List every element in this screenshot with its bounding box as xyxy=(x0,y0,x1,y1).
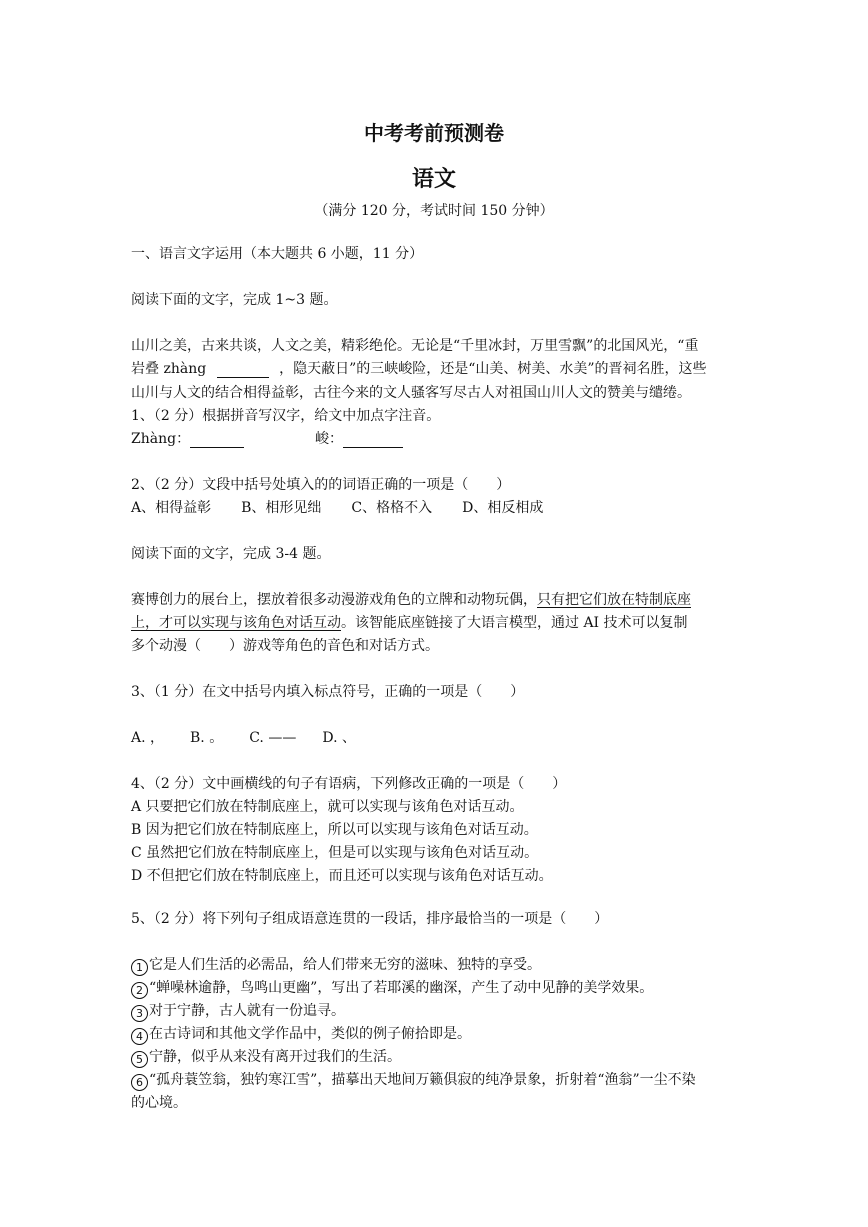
q5-item xyxy=(131,979,653,999)
passage-2-line-2-post: 。该智能底座链接了大语言模型，通过 AI 技术可以复制 xyxy=(341,615,688,631)
q2-option-a[interactable]: A、相得益彰 xyxy=(131,500,212,516)
passage-1-line-2-post: ，隐天蔽日”的三峡峻险，还是“山美、树美、水美”的晋祠名胜，这些 xyxy=(279,361,707,377)
circled-number-1: 1 xyxy=(131,959,148,976)
q1-stem: 1、（2 分）根据拼音写汉字，给文中加点字注音。 xyxy=(131,408,441,424)
reading-intro-1: 阅读下面的文字，完成 1~3 题。 xyxy=(131,292,338,308)
q4-option-c[interactable]: C 虽然把它们放在特制底座上，但是可以实现与该角色对话互动。 xyxy=(131,845,539,861)
underlined-sentence-part-2: 上，才可以实现与该角色对话互动 xyxy=(131,615,341,631)
q5-item-text: 宁静，似乎从来没有离开过我们的生活。 xyxy=(149,1049,401,1065)
q2-option-c[interactable]: C、格格不入 xyxy=(351,500,433,516)
q1-zhang-blank[interactable] xyxy=(190,433,244,448)
subject-title: 语文 xyxy=(411,167,456,192)
q5-item-text: 在古诗词和其他文学作品中，类似的例子俯拾即是。 xyxy=(149,1026,471,1042)
passage-2-line-1-pre: 赛博创力的展台上，摆放着很多动漫游戏角色的立牌和动物玩偶， xyxy=(131,592,537,608)
q2-option-d[interactable]: D、相反相成 xyxy=(462,500,544,516)
circled-number-4: 4 xyxy=(131,1028,148,1045)
q4-option-d[interactable]: D 不但把它们放在特制底座上，而且还可以实现与该角色对话互动。 xyxy=(131,868,553,884)
q5-item-text: 它是人们生活的必需品，给人们带来无穷的滋味、独特的享受。 xyxy=(149,957,541,973)
passage-2-line-2 xyxy=(131,614,688,632)
zhang-inline-blank[interactable] xyxy=(217,363,269,378)
q5-item xyxy=(131,1025,471,1045)
q3-option-b[interactable]: B. 。 xyxy=(190,730,224,746)
section-heading: 一、语言文字运用（本大题共 6 小题，11 分） xyxy=(131,246,424,262)
q2-options xyxy=(131,499,573,517)
q5-stem: 5、（2 分）将下列句子组成语意连贯的一段话，排序最恰当的一项是（ ） xyxy=(131,911,609,927)
q4-option-b[interactable]: B 因为把它们放在特制底座上，所以可以实现与该角色对话互动。 xyxy=(131,822,538,838)
q3-option-a[interactable]: A. ， xyxy=(131,730,165,746)
q1-label-jun: 峻： xyxy=(314,431,343,447)
exam-info: （满分 120 分，考试时间 150 分钟） xyxy=(314,203,554,219)
circled-number-6: 6 xyxy=(131,1074,148,1091)
q5-item-6-continued: 的心境。 xyxy=(131,1095,187,1111)
underlined-sentence-part-1: 只有把它们放在特制底座 xyxy=(537,592,691,608)
q1-label-zhang: Zhàng： xyxy=(131,431,191,447)
q1-jun-blank[interactable] xyxy=(343,433,403,448)
q5-item-text: 对于宁静，古人就有一份追寻。 xyxy=(149,1003,345,1019)
passage-1-line-2 xyxy=(131,360,707,378)
passage-2-line-1 xyxy=(131,591,691,609)
q3-option-c[interactable]: C. —— xyxy=(249,730,297,746)
q5-item xyxy=(131,1002,345,1022)
q2-option-b[interactable]: B、相形见绌 xyxy=(241,500,322,516)
q5-item xyxy=(131,1071,696,1091)
circled-number-2: 2 xyxy=(131,982,148,999)
q3-options xyxy=(131,729,386,747)
passage-1-line-1: 山川之美，古来共谈，人文之美，精彩绝伦。无论是“千里冰封，万里雪飘”的北国风光，“重 xyxy=(131,338,699,354)
q5-item-text: “蝉噪林逾静，鸟鸣山更幽”，写出了若耶溪的幽深，产生了动中见静的美学效果。 xyxy=(149,980,654,996)
passage-2-line-3: 多个动漫（ ）游戏等角色的音色和对话方式。 xyxy=(131,638,439,654)
q3-stem: 3、（1 分）在文中括号内填入标点符号，正确的一项是（ ） xyxy=(131,684,525,700)
q5-item xyxy=(131,956,541,976)
exam-title: 中考考前预测卷 xyxy=(364,121,504,145)
q5-item xyxy=(131,1048,401,1068)
reading-intro-2: 阅读下面的文字，完成 3-4 题。 xyxy=(131,546,331,562)
q4-option-a[interactable]: A 只要把它们放在特制底座上，就可以实现与该角色对话互动。 xyxy=(131,799,524,815)
passage-1-line-2-pre: 岩叠 zhàng xyxy=(131,361,207,377)
circled-number-3: 3 xyxy=(131,1005,148,1022)
q3-option-d[interactable]: D. 、 xyxy=(322,730,356,746)
q1-answer-row xyxy=(131,430,403,448)
passage-1-line-3: 山川与人文的结合相得益彰，古往今来的文人骚客写尽古人对祖国山川人文的赞美与缱绻。 xyxy=(131,385,691,401)
q5-item-text: “孤舟蓑笠翁，独钓寒江雪”，描摹出天地间万籁俱寂的纯净景象，折射着“渔翁”一尘不染 xyxy=(149,1072,696,1088)
circled-number-5: 5 xyxy=(131,1051,148,1068)
q2-stem: 2、（2 分）文段中括号处填入的的词语正确的一项是（ ） xyxy=(131,477,511,493)
q4-stem: 4、（2 分）文中画横线的句子有语病，下列修改正确的一项是（ ） xyxy=(131,776,567,792)
